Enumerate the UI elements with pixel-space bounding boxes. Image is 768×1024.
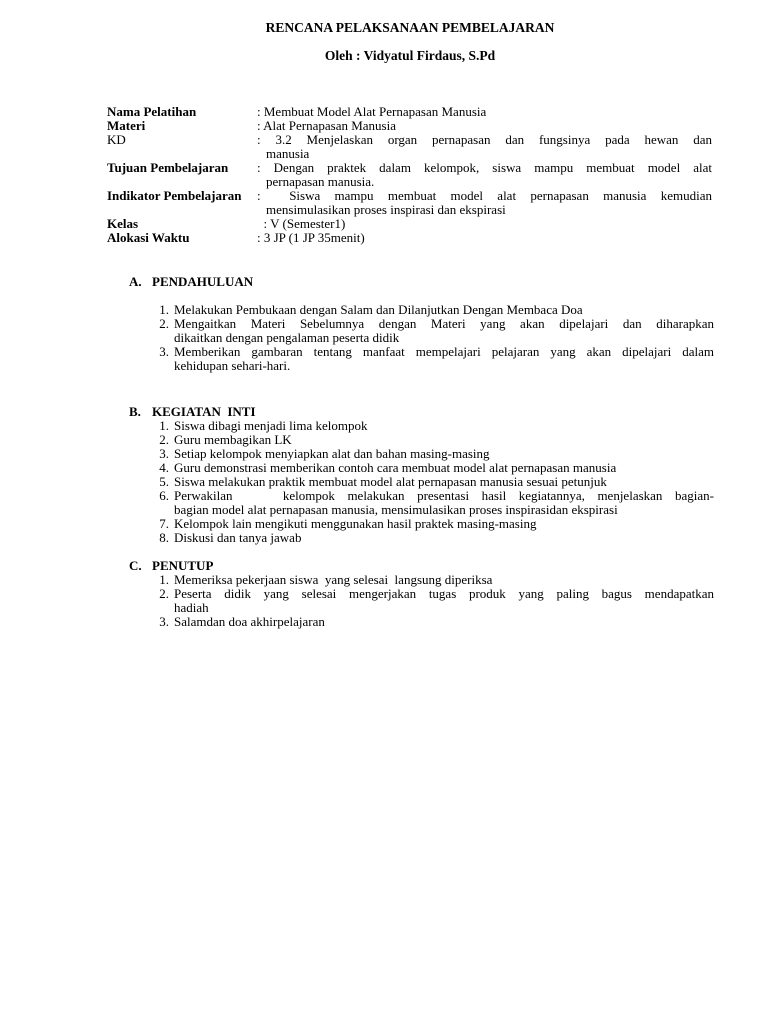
list-item-text: Guru membagikan LK — [174, 432, 292, 447]
list-item-text: Salamdan doa akhirpelajaran — [174, 614, 325, 629]
list-item-number: 1. — [159, 302, 169, 317]
info-value — [257, 133, 712, 161]
list-item-line: Perwakilan kelompok melakukan presentasi hasil kegiatannya, menjelaskan bagian- — [174, 488, 714, 503]
list-item — [129, 317, 714, 345]
section-title: PENUTUP — [152, 558, 214, 573]
list-item-text: Diskusi dan tanya jawab — [174, 530, 302, 545]
section-title: KEGIATAN INTI — [152, 404, 256, 419]
section-penutup — [129, 559, 714, 629]
list-item-number: 3. — [159, 344, 169, 359]
info-value-line: : Dengan praktek dalam kelompok, siswa mampu membuat model alat — [257, 160, 712, 175]
list-item — [129, 587, 714, 615]
list-item-number: 7. — [159, 516, 169, 531]
info-row-tujuan — [107, 161, 712, 189]
info-row-kelas — [107, 217, 712, 231]
info-row-materi — [107, 119, 712, 133]
list-item-line: Memberikan gambaran tentang manfaat mempelajari pelajaran yang akan dipelajari dalam — [174, 344, 714, 359]
list-item-text: Kelompok lain mengikuti menggunakan hasil praktek masing-masing — [174, 516, 537, 531]
info-label: Materi — [107, 118, 146, 133]
list-item-text: Siswa melakukan praktik membuat model alat pernapasan manusia sesuai petunjuk — [174, 474, 607, 489]
list-item-text — [169, 345, 714, 373]
list-item — [129, 531, 714, 545]
info-value: : V (Semester1) — [257, 216, 346, 231]
info-value — [257, 189, 712, 217]
section-letter: B. — [129, 404, 141, 419]
info-label: KD — [107, 132, 126, 147]
list-item — [129, 345, 714, 373]
list-item — [129, 419, 714, 433]
section-letter: A. — [129, 274, 142, 289]
section-kegiatan-inti — [129, 405, 714, 545]
list-item-number: 3. — [159, 446, 169, 461]
info-label: Tujuan Pembelajaran — [107, 160, 229, 175]
list-item-line: bagian model alat pernapasan manusia, mensimulasikan proses inspirasidan ekspirasi — [174, 502, 618, 517]
list-item — [129, 433, 714, 447]
list-item-text: Setiap kelompok menyiapkan alat dan bahan masing-masing — [174, 446, 490, 461]
list-item-number: 2. — [159, 432, 169, 447]
section-pendahuluan — [129, 275, 714, 373]
list-item — [129, 303, 714, 317]
info-row-alokasi — [107, 231, 712, 245]
info-label: Indikator Pembelajaran — [107, 188, 242, 203]
list-item-text — [169, 317, 714, 345]
section-letter: C. — [129, 558, 142, 573]
section-title: PENDAHULUAN — [152, 274, 254, 289]
list-item — [129, 447, 714, 461]
list-item-text: Melakukan Pembukaan dengan Salam dan Dilanjutkan Dengan Membaca Doa — [174, 302, 583, 317]
list-item — [129, 517, 714, 531]
list-item-text — [169, 587, 714, 615]
list-item — [129, 461, 714, 475]
info-label: Alokasi Waktu — [107, 230, 190, 245]
info-row-indikator — [107, 189, 712, 217]
list-item-number: 1. — [159, 418, 169, 433]
info-value: : Membuat Model Alat Pernapasan Manusia — [257, 104, 487, 119]
info-row-nama-pelatihan — [107, 105, 712, 119]
list-item — [129, 573, 714, 587]
document-author: Oleh : Vidyatul Firdaus, S.Pd — [324, 48, 496, 63]
info-value-line: : Siswa mampu membuat model alat pernapasan manusia kemudian — [257, 188, 712, 203]
section-list — [129, 573, 714, 629]
list-item-number: 6. — [159, 488, 169, 503]
info-value: : Alat Pernapasan Manusia — [257, 118, 396, 133]
info-value-line: mensimulasikan proses inspirasi dan ekspirasi — [266, 202, 506, 217]
info-value — [257, 161, 712, 189]
info-value-line: manusia — [266, 146, 310, 161]
list-item — [129, 489, 714, 517]
list-item-line: kehidupan sehari-hari. — [174, 358, 291, 373]
section-list — [129, 419, 714, 545]
list-item-number: 5. — [159, 474, 169, 489]
list-item-text: Guru demonstrasi memberikan contoh cara membuat model alat pernapasan manusia — [174, 460, 617, 475]
list-item-line: Peserta didik yang selesai mengerjakan tugas produk yang paling bagus mendapatkan — [174, 586, 714, 601]
info-value: : 3 JP (1 JP 35menit) — [257, 230, 365, 245]
list-item-number: 4. — [159, 460, 169, 475]
list-item-text: Siswa dibagi menjadi lima kelompok — [174, 418, 368, 433]
list-item-number: 1. — [159, 572, 169, 587]
list-item-number: 3. — [159, 614, 169, 629]
list-item-line: dikaitkan dengan pengalaman peserta didik — [174, 330, 400, 345]
info-label: Kelas — [107, 216, 139, 231]
section-heading — [129, 559, 714, 573]
info-row-kd — [107, 133, 712, 161]
list-item — [129, 475, 714, 489]
info-value-line: : 3.2 Menjelaskan organ pernapasan dan fungsinya pada hewan dan — [257, 132, 712, 147]
section-list — [129, 303, 714, 373]
section-heading — [129, 275, 714, 289]
list-item-number: 2. — [159, 316, 169, 331]
list-item — [129, 615, 714, 629]
section-heading — [129, 405, 714, 419]
info-block — [107, 105, 712, 245]
list-item-line: hadiah — [174, 600, 209, 615]
list-item-number: 2. — [159, 586, 169, 601]
list-item-text — [169, 489, 714, 517]
info-value-line: pernapasan manusia. — [266, 174, 375, 189]
info-label: Nama Pelatihan — [107, 104, 197, 119]
list-item-line: Mengaitkan Materi Sebelumnya dengan Materi yang akan dipelajari dan diharapkan — [174, 316, 714, 331]
document-title: RENCANA PELAKSANAAN PEMBELAJARAN — [265, 20, 555, 35]
list-item-number: 8. — [159, 530, 169, 545]
list-item-text: Memeriksa pekerjaan siswa yang selesai langsung diperiksa — [174, 572, 493, 587]
